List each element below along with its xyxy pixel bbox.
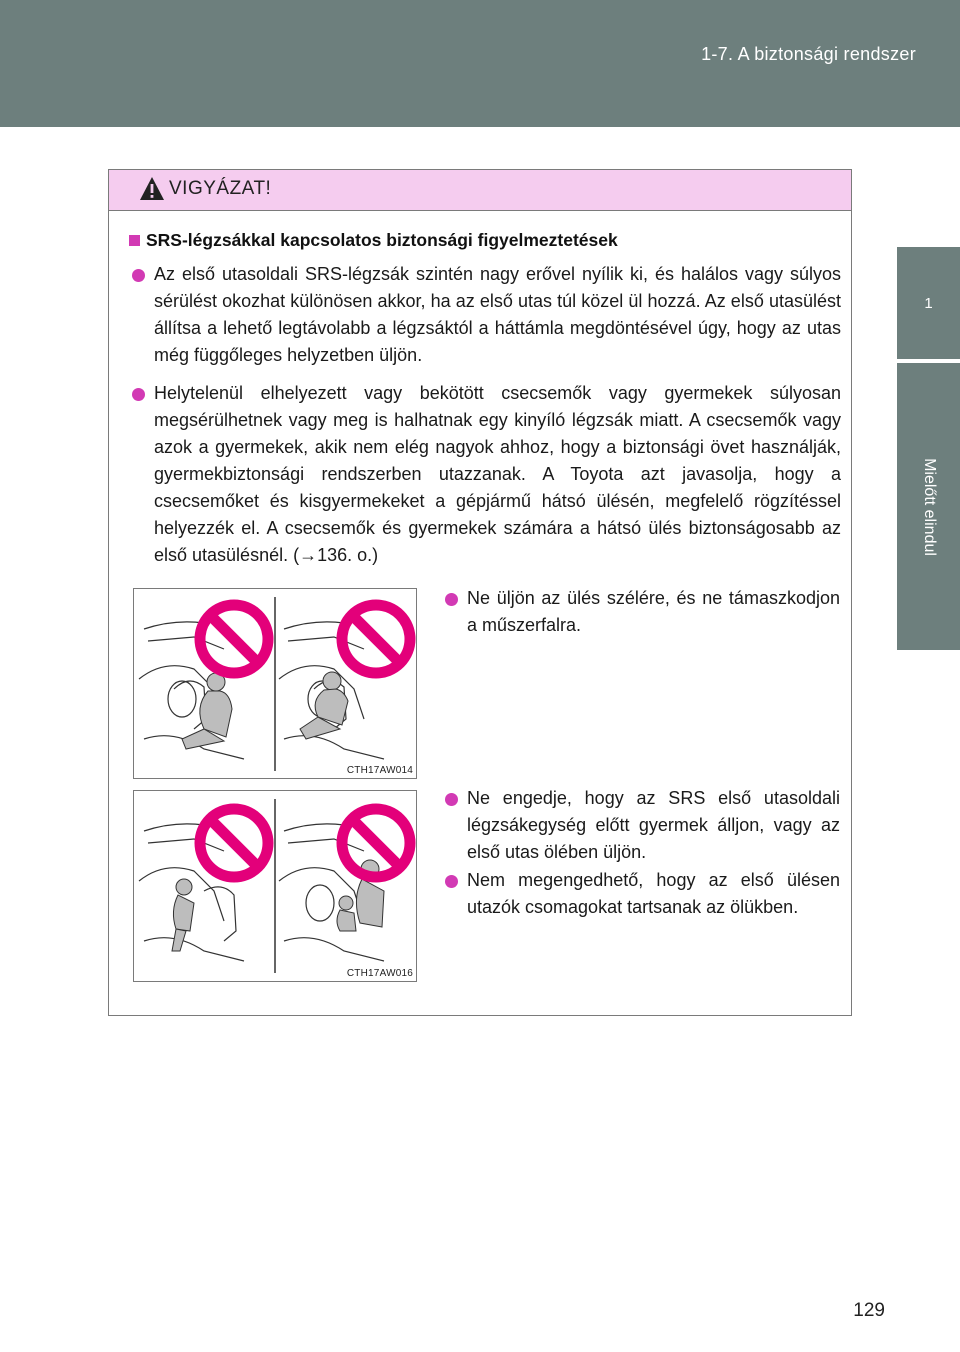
section-heading-text: SRS-légzsákkal kapcsolatos biztonsági figyelmeztetések [146, 230, 618, 250]
bullet-dot-icon [445, 875, 458, 888]
caution-title: VIGYÁZAT! [169, 178, 272, 199]
bullet-dot-icon [445, 593, 458, 606]
bullet-item [467, 785, 840, 866]
bullet-text: Ne üljön az ülés szélére, és ne támaszkodjon a műszerfalra. [467, 588, 840, 635]
illustration-code: CTH17AW016 [346, 968, 413, 979]
illustration-code: CTH17AW014 [346, 765, 413, 776]
car-interior-illustration [134, 791, 416, 981]
bullet-item [154, 261, 841, 369]
chapter-title: 1-7. A biztonsági rendszer [701, 44, 916, 64]
illustration-leaning-on-dashboard [133, 588, 417, 779]
bullet-text: Nem megengedhető, hogy az első ülésen utazók csomagokat tartsanak az ölükben. [467, 870, 840, 917]
bullet-text: Helytelenül elhelyezett vagy bekötött csecsemők vagy gyermekek súlyosan megsérülhetnek vagy meg is halhatnak egy kinyíló légzsák miatt. A csecsemők vagy azok a gyermekek, akik nem elég nagyok ahhoz, hogy a biztonsági övet használják, gyermekbiztonsági rendszerben utazzanak. A Toyota azt javasolja, hogy a csecsemőket és kisgyermekeket a gépjármű hátsó ülésén, megfelelő rögzítéssel helyezzék el. A csecsemők és gyermekek számára a hátsó ülés biztonságosabb az első utasülésnél. (→136. o.) [154, 383, 841, 565]
bullet-dot-icon [132, 388, 145, 401]
warning-icon [139, 176, 165, 201]
section-heading [129, 230, 618, 251]
bullet-item [154, 380, 841, 569]
page-number: 129 [853, 1300, 885, 1321]
bullet-item [467, 585, 840, 639]
caution-box [108, 169, 852, 1016]
square-bullet-icon [129, 235, 140, 246]
side-tab-number: 1 [897, 247, 960, 359]
car-interior-illustration [134, 589, 416, 778]
caution-header [109, 170, 851, 211]
bullet-item [467, 867, 840, 921]
side-tab-label: Mielőtt elindul [920, 457, 938, 556]
bullet-dot-icon [445, 793, 458, 806]
chapter-header [0, 0, 960, 127]
illustration-child-front-seat [133, 790, 417, 982]
side-tab [897, 363, 960, 650]
bullet-text: Ne engedje, hogy az SRS első utasoldali légzsákegység előtt gyermek álljon, vagy az első utas ölében üljön. [467, 788, 840, 862]
bullet-text: Az első utasoldali SRS-légzsák szintén nagy erővel nyílik ki, és halálos vagy súlyos sérülést okozhat különösen akkor, ha az első utas túl közel ül hozzá. Az első utasülést állítsa a lehető legtávolabb a légzsáktól a háttámla megdöntésével úgy, hogy az utas még függőleges helyzetben üljön. [154, 264, 841, 365]
bullet-dot-icon [132, 269, 145, 282]
